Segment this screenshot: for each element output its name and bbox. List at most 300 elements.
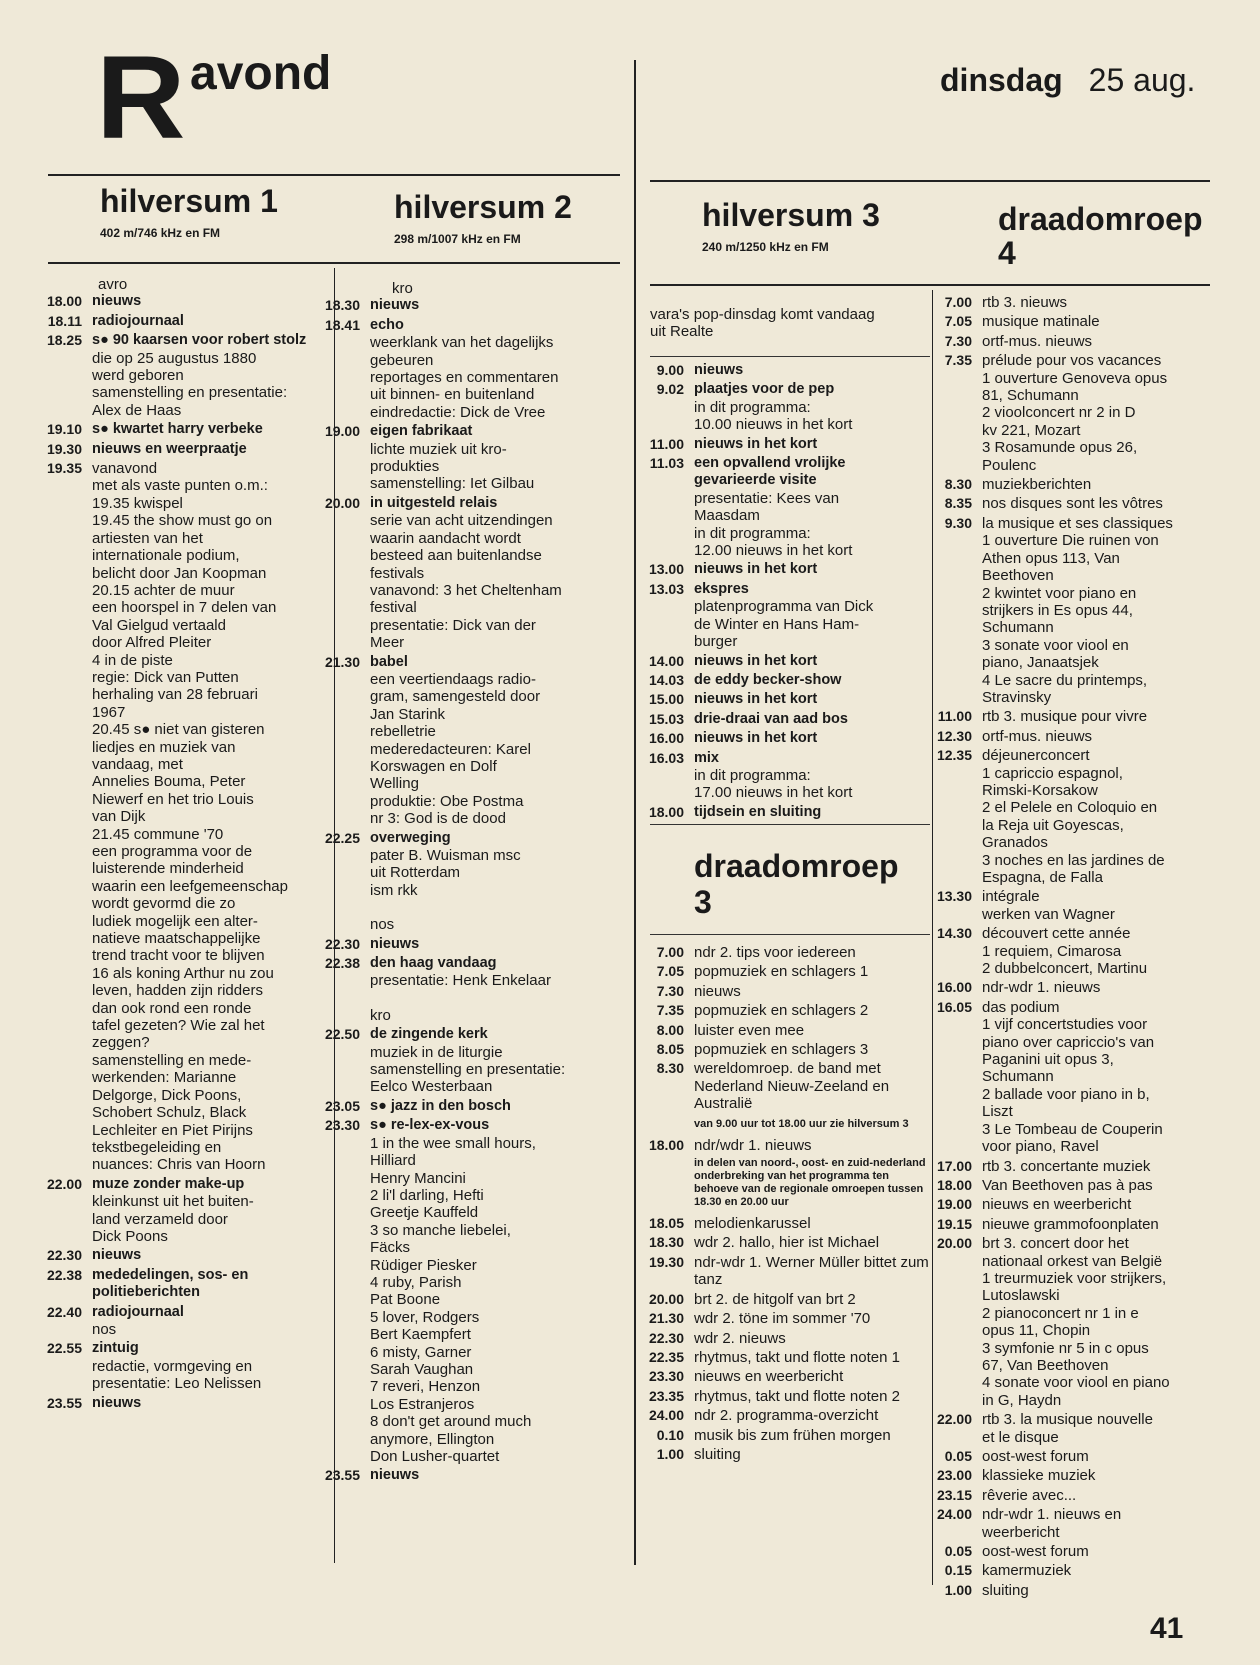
schedule-entry bbox=[640, 1002, 930, 1019]
schedule-entry bbox=[930, 313, 1222, 330]
entry-title: zintuig bbox=[92, 1340, 139, 1357]
entry-title: echo bbox=[370, 316, 404, 333]
channel-name: hilversum 3 bbox=[702, 197, 880, 233]
schedule-entry bbox=[640, 1060, 930, 1112]
entry-title: nieuws in het kort bbox=[694, 561, 818, 578]
schedule-entry bbox=[324, 936, 624, 953]
entry-line: presentatie: Dick van der bbox=[370, 616, 536, 634]
entry-body bbox=[92, 293, 328, 310]
entry-line: 2 kwintet voor piano en bbox=[982, 584, 1137, 602]
entry-time: 22.30 bbox=[324, 935, 360, 952]
schedule-entry bbox=[930, 1411, 1222, 1446]
hilversum1-schedule bbox=[30, 276, 328, 1414]
entry-title: radiojournaal bbox=[92, 1303, 184, 1320]
schedule-entry bbox=[930, 1196, 1222, 1213]
entry-line: werken van Wagner bbox=[982, 905, 1115, 923]
entry-time: 18.41 bbox=[324, 316, 360, 333]
entry-body bbox=[982, 1467, 1222, 1484]
entry-time: 20.00 bbox=[648, 1290, 684, 1307]
schedule-entry bbox=[640, 804, 930, 821]
entry-body bbox=[694, 1254, 930, 1289]
schedule-entry bbox=[30, 1340, 328, 1392]
entry-time: 14.03 bbox=[648, 671, 684, 688]
entry-body bbox=[694, 711, 930, 728]
entry-time: 9.00 bbox=[656, 362, 684, 378]
schedule-entry bbox=[640, 581, 930, 651]
entry-time: 13.03 bbox=[648, 580, 684, 597]
entry-line: 1 ouverture Genoveva opus bbox=[982, 369, 1168, 387]
entry-line: sluiting bbox=[982, 1581, 1029, 1599]
entry-line: rtb 3. concertante muziek bbox=[982, 1157, 1151, 1175]
entry-body bbox=[92, 1304, 328, 1339]
entry-line: Delgorge, Dick Poons, bbox=[92, 1086, 242, 1104]
entry-body bbox=[92, 1176, 328, 1246]
entry-body bbox=[694, 1349, 930, 1366]
schedule-entry bbox=[640, 1310, 930, 1327]
entry-body bbox=[694, 804, 930, 821]
entry-time: 19.00 bbox=[324, 423, 360, 440]
entry-line: kv 221, Mozart bbox=[982, 421, 1081, 439]
entry-line: 21.45 commune '70 bbox=[92, 825, 224, 843]
schedule-entry bbox=[640, 691, 930, 708]
entry-title: s● kwartet harry verbeke bbox=[92, 421, 263, 438]
entry-line: besteed aan buitenlandse bbox=[370, 547, 542, 565]
schedule-entry bbox=[640, 561, 930, 578]
entry-body bbox=[92, 1267, 328, 1302]
schedule-entry bbox=[930, 515, 1222, 706]
entry-body bbox=[694, 561, 930, 578]
entry-title: de zingende kerk bbox=[370, 1026, 488, 1043]
entry-line: Korswagen en Dolf bbox=[370, 757, 497, 775]
entry-line: van Dijk bbox=[92, 808, 146, 826]
schedule-entry bbox=[640, 944, 930, 961]
entry-body bbox=[982, 495, 1222, 512]
right-header-rule bbox=[650, 284, 1210, 286]
entry-line: 3 sonate voor viool en bbox=[982, 636, 1129, 654]
entry-body bbox=[982, 999, 1222, 1156]
entry-time: 11.00 bbox=[937, 708, 972, 725]
entry-title: nieuws bbox=[92, 1247, 142, 1264]
entry-body bbox=[370, 1467, 624, 1484]
draadomroep3-header: draadomroep 3 bbox=[694, 848, 899, 920]
right-top-rule bbox=[650, 180, 1210, 182]
entry-line: vanavond: 3 het Cheltenham bbox=[370, 581, 562, 599]
entry-line: 20.15 achter de muur bbox=[92, 581, 235, 599]
entry-line: Don Lusher-quartet bbox=[370, 1448, 500, 1465]
entry-body bbox=[694, 381, 930, 433]
entry-line: brt 2. de hitgolf van brt 2 bbox=[694, 1290, 856, 1308]
entry-body bbox=[982, 1487, 1222, 1504]
schedule-entry bbox=[640, 455, 930, 559]
entry-line: nationaal orkest van België bbox=[982, 1252, 1163, 1270]
entry-line: nieuws bbox=[694, 982, 741, 1000]
entry-title: nieuws bbox=[92, 1394, 142, 1411]
entry-time: 22.00 bbox=[936, 1411, 972, 1428]
schedule-entry bbox=[640, 1022, 930, 1039]
entry-time: 23.30 bbox=[648, 1368, 684, 1385]
entry-line: een programma voor de bbox=[92, 843, 253, 860]
entry-body bbox=[92, 332, 328, 419]
entry-time: 18.00 bbox=[46, 293, 82, 310]
entry-line: Schumann bbox=[982, 1068, 1054, 1086]
entry-line: regie: Dick van Putten bbox=[92, 668, 239, 686]
entry-line: nieuws en weerbericht bbox=[982, 1196, 1132, 1214]
entry-body bbox=[982, 333, 1222, 350]
entry-body bbox=[694, 1446, 930, 1463]
entry-line: Granados bbox=[982, 834, 1048, 852]
entry-body bbox=[370, 936, 624, 953]
entry-line: Maasdam bbox=[694, 507, 760, 525]
entry-time: 7.05 bbox=[656, 963, 684, 980]
broadcaster-label: avro bbox=[98, 276, 128, 293]
schedule-entry bbox=[640, 1427, 930, 1444]
entry-line: Stravinsky bbox=[982, 688, 1052, 706]
entry-time: 22.50 bbox=[324, 1026, 360, 1043]
schedule-entry bbox=[640, 711, 930, 728]
schedule-entry bbox=[30, 1267, 328, 1302]
entry-line: lichte muziek uit kro- bbox=[370, 440, 507, 458]
entry-line: rêverie avec... bbox=[982, 1486, 1077, 1504]
intro-line: uit Realte bbox=[650, 323, 714, 341]
h3-intro-rule bbox=[650, 356, 930, 357]
schedule-entry bbox=[640, 1234, 930, 1251]
entry-line: 2 vioolconcert nr 2 in D bbox=[982, 404, 1136, 422]
entry-time: 22.38 bbox=[46, 1266, 82, 1283]
schedule-entry bbox=[640, 730, 930, 747]
entry-line: musique matinale bbox=[982, 313, 1100, 331]
channel-name: hilversum 2 bbox=[394, 189, 572, 225]
draadomroep3-schedule bbox=[640, 944, 930, 1465]
entry-line: déjeunerconcert bbox=[982, 747, 1090, 765]
entry-line: Welling bbox=[370, 775, 419, 793]
entry-line: rtb 3. nieuws bbox=[982, 294, 1068, 311]
entry-line: wdr 2. hallo, hier ist Michael bbox=[694, 1234, 880, 1252]
schedule-entry bbox=[30, 441, 328, 458]
entry-body bbox=[694, 455, 930, 559]
entry-time: 7.05 bbox=[944, 313, 972, 330]
entry-line: Sarah Vaughan bbox=[370, 1360, 474, 1378]
entry-line: Dick Poons bbox=[92, 1227, 168, 1245]
section-logo-letter: R bbox=[95, 32, 182, 164]
entry-time: 7.00 bbox=[944, 294, 972, 310]
entry-body bbox=[694, 983, 930, 1000]
entry-time: 23.00 bbox=[936, 1467, 972, 1484]
entry-line: platenprogramma van Dick bbox=[694, 598, 874, 616]
entry-time: 11.00 bbox=[649, 435, 684, 452]
entry-body bbox=[694, 1215, 930, 1232]
entry-time: 18.30 bbox=[648, 1234, 684, 1251]
entry-line: ortf-mus. nieuws bbox=[982, 332, 1093, 350]
entry-body bbox=[694, 1060, 930, 1112]
schedule-entry bbox=[30, 460, 328, 1174]
entry-line: herhaling van 28 februari bbox=[92, 686, 258, 704]
entry-title: in uitgesteld relais bbox=[370, 494, 498, 511]
entry-line: 3 symfonie nr 5 in c opus bbox=[982, 1339, 1149, 1357]
entry-line: land verzameld door bbox=[92, 1210, 228, 1228]
entry-line: Espagna, de Falla bbox=[982, 869, 1103, 886]
entry-title: s● 90 kaarsen voor robert stolz bbox=[92, 332, 307, 349]
entry-body bbox=[694, 1427, 930, 1444]
entry-title: mix bbox=[694, 749, 719, 766]
entry-title: nieuws en weerpraatje bbox=[92, 440, 247, 457]
entry-body bbox=[982, 1216, 1222, 1233]
entry-line: nr 3: God is de dood bbox=[370, 810, 506, 828]
entry-line: 2 ballade voor piano in b, bbox=[982, 1085, 1150, 1103]
schedule-entry bbox=[324, 297, 624, 314]
schedule-entry bbox=[324, 830, 624, 934]
entry-time: 7.30 bbox=[944, 332, 972, 349]
entry-line: vandaag, met bbox=[92, 755, 183, 773]
schedule-entry bbox=[30, 421, 328, 438]
entry-time: 13.00 bbox=[648, 561, 684, 578]
entry-time: 7.35 bbox=[656, 1002, 684, 1019]
entry-time: 23.55 bbox=[46, 1394, 82, 1411]
entry-line: Lechleiter en Piet Pirijns bbox=[92, 1121, 253, 1139]
entry-body bbox=[982, 1158, 1222, 1175]
hilversum1-header bbox=[100, 184, 278, 240]
entry-time: 23.15 bbox=[936, 1486, 972, 1503]
schedule-entry bbox=[640, 1446, 930, 1463]
entry-body bbox=[982, 1196, 1222, 1213]
entry-time: 1.00 bbox=[656, 1445, 684, 1462]
entry-line: leven, hadden zijn ridders bbox=[92, 982, 263, 1000]
entry-body bbox=[694, 1022, 930, 1039]
schedule-entry bbox=[640, 1115, 930, 1135]
entry-body bbox=[694, 436, 930, 453]
entry-body bbox=[982, 1543, 1222, 1560]
entry-body bbox=[370, 955, 624, 1024]
entry-line: Paganini uit opus 3, bbox=[982, 1051, 1114, 1069]
schedule-entry bbox=[640, 1291, 930, 1308]
entry-time: 19.00 bbox=[936, 1196, 972, 1213]
schedule-entry bbox=[930, 728, 1222, 745]
entry-line: wordt gevormd die zo bbox=[92, 895, 236, 913]
entry-line: 81, Schumann bbox=[982, 387, 1079, 405]
schedule-entry bbox=[640, 1349, 930, 1366]
entry-line: Schobert Schulz, Black bbox=[92, 1104, 247, 1122]
entry-body bbox=[694, 1368, 930, 1385]
entry-body bbox=[694, 1388, 930, 1405]
entry-line: tafel gezeten? Wie zal het bbox=[92, 1017, 265, 1035]
entry-line: 20.45 s● niet van gisteren bbox=[92, 721, 265, 739]
entry-line: in dit programma: bbox=[694, 398, 811, 416]
entry-title: nieuws bbox=[92, 293, 142, 310]
entry-line: ndr 2. programma-overzicht bbox=[694, 1407, 879, 1425]
day-name: dinsdag bbox=[940, 62, 1063, 98]
schedule-entry bbox=[30, 1304, 328, 1339]
entry-line: das podium bbox=[982, 998, 1060, 1016]
entry-title: nieuws bbox=[370, 297, 420, 314]
entry-line: 19.45 the show must go on bbox=[92, 512, 273, 530]
schedule-entry bbox=[640, 672, 930, 689]
entry-time: 16.05 bbox=[936, 998, 972, 1015]
entry-line: samenstelling en mede- bbox=[92, 1051, 252, 1069]
left-header-rule bbox=[48, 262, 620, 264]
entry-line: 6 misty, Garner bbox=[370, 1343, 472, 1361]
entry-line: 4 in de piste bbox=[92, 651, 173, 669]
entry-line: een veertiendaags radio- bbox=[370, 670, 536, 688]
entry-body bbox=[982, 747, 1222, 886]
entry-line: 16 als koning Arthur nu zou bbox=[92, 964, 274, 982]
entry-time: 7.00 bbox=[656, 944, 684, 960]
entry-body bbox=[982, 515, 1222, 706]
entry-line: 8 don't get around much bbox=[370, 1413, 532, 1431]
entry-line: la musique et ses classiques bbox=[982, 514, 1173, 532]
entry-line: 1967 bbox=[92, 703, 126, 721]
entry-line: werkenden: Marianne bbox=[92, 1069, 237, 1087]
entry-title: plaatjes voor de pep bbox=[694, 381, 835, 398]
entry-line: 1 capriccio espagnol, bbox=[982, 764, 1123, 782]
entry-line: luisterende minderheid bbox=[92, 860, 244, 878]
entry-line: et le disque bbox=[982, 1428, 1059, 1446]
entry-body bbox=[370, 654, 624, 828]
left-top-rule bbox=[48, 174, 620, 176]
entry-title: nieuws bbox=[370, 935, 420, 952]
channel-frequency: 240 m/1250 kHz en FM bbox=[702, 240, 829, 254]
entry-title: muze zonder make-up bbox=[92, 1175, 245, 1192]
entry-title: ekspres bbox=[694, 580, 749, 597]
entry-time: 22.30 bbox=[648, 1329, 684, 1346]
schedule-entry bbox=[930, 1177, 1222, 1194]
entry-line: popmuziek en schlagers 2 bbox=[694, 1002, 869, 1020]
entry-title: tijdsein en sluiting bbox=[694, 803, 822, 820]
entry-line: Val Gielgud vertaald bbox=[92, 616, 226, 634]
entry-line: samenstelling en presentatie: bbox=[92, 384, 288, 402]
entry-line: Lutoslawski bbox=[982, 1287, 1060, 1305]
entry-line: Los Estranjeros bbox=[370, 1395, 475, 1413]
section-title: avond bbox=[190, 47, 332, 100]
entry-title: radiojournaal bbox=[92, 312, 184, 329]
entry-body bbox=[982, 708, 1222, 725]
entry-title: s● re-lex-ex-vous bbox=[370, 1117, 490, 1134]
entry-line: ludiek mogelijk een alter- bbox=[92, 912, 258, 930]
entry-line: voor piano, Ravel bbox=[982, 1138, 1099, 1156]
entry-body bbox=[694, 1310, 930, 1327]
entry-time: 22.00 bbox=[46, 1175, 82, 1192]
entry-line: Eelco Westerbaan bbox=[370, 1078, 493, 1096]
entry-line: popmuziek en schlagers 1 bbox=[694, 963, 869, 981]
entry-time: 16.03 bbox=[648, 749, 684, 766]
entry-time: 18.00 bbox=[936, 1176, 972, 1193]
schedule-entry bbox=[640, 1215, 930, 1232]
entry-line: werd geboren bbox=[92, 367, 184, 385]
schedule-entry bbox=[640, 1254, 930, 1289]
hilversum3-intro bbox=[650, 306, 932, 341]
entry-line: rhytmus, takt und flotte noten 1 bbox=[694, 1348, 900, 1366]
entry-line: Van Beethoven pas à pas bbox=[982, 1176, 1153, 1194]
entry-line: muziekberichten bbox=[982, 476, 1092, 494]
channel-frequency: 402 m/746 kHz en FM bbox=[100, 226, 221, 240]
entry-line: Alex de Haas bbox=[92, 401, 182, 419]
entry-line: Rüdiger Piesker bbox=[370, 1256, 477, 1274]
entry-body bbox=[982, 1177, 1222, 1194]
entry-time: 23.30 bbox=[324, 1117, 360, 1134]
entry-body bbox=[982, 925, 1222, 977]
entry-line: 4 ruby, Parish bbox=[370, 1273, 462, 1291]
entry-body bbox=[694, 1002, 930, 1019]
entry-line: Beethoven bbox=[982, 567, 1054, 585]
entry-body bbox=[694, 730, 930, 747]
entry-time: 17.00 bbox=[936, 1157, 972, 1174]
entry-line: la Reja uit Goyescas, bbox=[982, 816, 1124, 834]
entry-title: een opvallend vrolijke gevarieerde visite bbox=[694, 455, 846, 489]
entry-line: prélude pour vos vacances bbox=[982, 352, 1162, 370]
schedule-entry bbox=[640, 653, 930, 670]
schedule-entry bbox=[30, 293, 328, 310]
entry-line: ndr-wdr 1. nieuws en bbox=[982, 1506, 1122, 1524]
entry-line: 4 sonate voor viool en piano bbox=[982, 1374, 1170, 1392]
entry-body bbox=[92, 441, 328, 458]
entry-line: rhytmus, takt und flotte noten 2 bbox=[694, 1387, 900, 1405]
entry-time: 14.30 bbox=[936, 925, 972, 942]
entry-line: presentatie: Leo Nelissen bbox=[92, 1375, 262, 1393]
schedule-entry bbox=[930, 1216, 1222, 1233]
entry-line: nos bbox=[370, 916, 395, 934]
entry-body bbox=[370, 317, 624, 421]
schedule-entry bbox=[324, 423, 624, 493]
entry-line: weerklank van het dagelijks bbox=[370, 334, 554, 352]
entry-line: Poulenc bbox=[982, 456, 1037, 474]
entry-body bbox=[694, 1407, 930, 1424]
entry-time: 8.30 bbox=[944, 476, 972, 493]
entry-line: liedjes en muziek van bbox=[92, 738, 236, 756]
entry-line: in G, Haydn bbox=[982, 1391, 1062, 1409]
entry-time: 15.03 bbox=[648, 710, 684, 727]
entry-time: 19.30 bbox=[648, 1253, 684, 1270]
schedule-entry bbox=[640, 436, 930, 453]
entry-line bbox=[370, 990, 624, 1007]
entry-line: nieuwe grammofoonplaten bbox=[982, 1215, 1159, 1233]
entry-body bbox=[982, 294, 1222, 311]
entry-line: strijkers in Es opus 44, bbox=[982, 601, 1133, 619]
entry-line: musik bis zum frühen morgen bbox=[694, 1426, 891, 1444]
entry-line: 19.35 kwispel bbox=[92, 494, 183, 512]
entry-line: 1 ouverture Die ruinen von bbox=[982, 532, 1159, 550]
entry-title: s● jazz in den bosch bbox=[370, 1097, 511, 1114]
entry-line: nos bbox=[92, 1320, 117, 1338]
entry-title: nieuws in het kort bbox=[694, 652, 818, 669]
draadomroep4-header bbox=[998, 202, 1218, 270]
entry-line: 67, Van Beethoven bbox=[982, 1356, 1109, 1374]
schedule-entry bbox=[930, 294, 1222, 311]
entry-title: den haag vandaag bbox=[370, 955, 497, 972]
entry-line: 1 in the wee small hours, bbox=[370, 1134, 536, 1152]
entry-line: in dit programma: bbox=[694, 524, 811, 542]
entry-body bbox=[982, 1448, 1222, 1465]
schedule-entry bbox=[640, 1041, 930, 1058]
schedule-entry bbox=[930, 1235, 1222, 1409]
entry-body bbox=[694, 963, 930, 980]
entry-body bbox=[370, 297, 624, 314]
intro-line: vara's pop-dinsdag komt vandaag bbox=[650, 306, 875, 323]
schedule-entry bbox=[324, 317, 624, 421]
entry-line: Liszt bbox=[982, 1103, 1013, 1121]
entry-time: 19.15 bbox=[936, 1215, 972, 1232]
entry-note: in delen van noord-, oost- en zuid-nederland onderbreking van het programma ten behoeve van de regionale omroepen tussen 18.30 en 20.00 uur bbox=[694, 1157, 926, 1209]
entry-line: muziek in de liturgie bbox=[370, 1043, 503, 1061]
schedule-entry bbox=[930, 1158, 1222, 1175]
entry-line: découvert cette année bbox=[982, 925, 1131, 943]
entry-line: Annelies Bouma, Peter bbox=[92, 773, 246, 791]
entry-time: 16.00 bbox=[936, 979, 972, 996]
schedule-entry bbox=[324, 495, 624, 652]
entry-time: 24.00 bbox=[648, 1407, 684, 1424]
entry-body bbox=[982, 1506, 1222, 1541]
entry-time: 0.05 bbox=[944, 1448, 972, 1464]
schedule-entry bbox=[640, 1137, 930, 1213]
entry-body bbox=[982, 1235, 1222, 1409]
entry-time: 22.55 bbox=[46, 1340, 82, 1357]
